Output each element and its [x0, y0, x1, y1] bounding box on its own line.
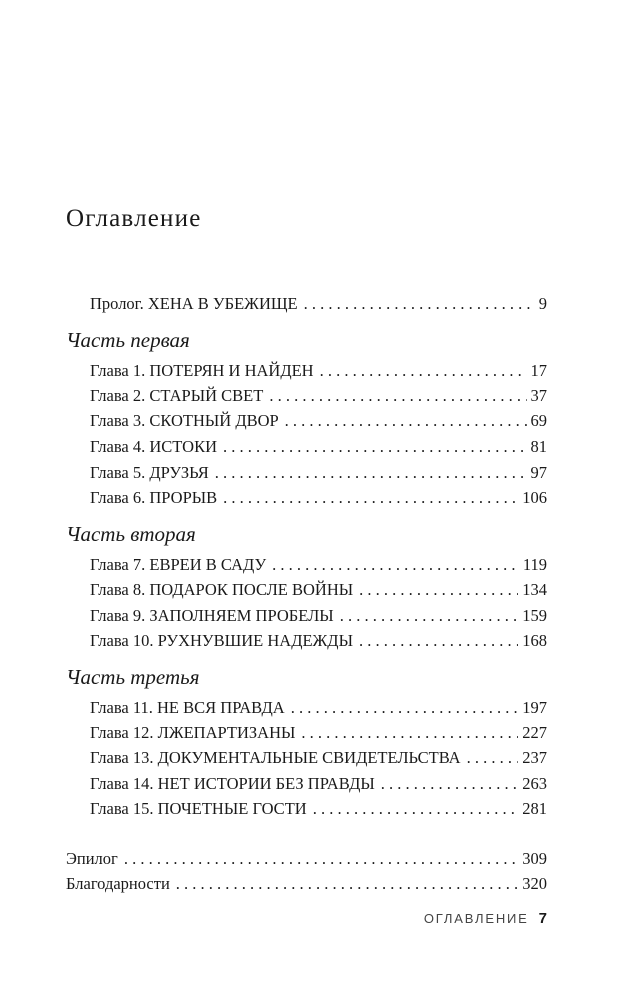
- toc-entry-label: Глава 7. ЕВРЕИ В САДУ: [90, 555, 267, 574]
- toc-entry-label: Глава 13. ДОКУМЕНТАЛЬНЫЕ СВИДЕТЕЛЬСТВА: [90, 748, 461, 767]
- dot-leader: [223, 437, 527, 457]
- toc-entry-chapter-1[interactable]: [90, 361, 547, 381]
- toc-entry-page: 97: [530, 463, 547, 482]
- dot-leader: [272, 555, 519, 575]
- toc-entry-page: 197: [522, 698, 547, 717]
- toc-entry-label: Глава 9. ЗАПОЛНЯЕМ ПРОБЕЛЫ: [90, 606, 334, 625]
- toc-entry-chapter-10[interactable]: [90, 631, 547, 651]
- toc-entry-label: Эпилог: [66, 849, 118, 868]
- dot-leader: [313, 799, 519, 819]
- dot-leader: [467, 748, 519, 768]
- toc-entry-page: 37: [530, 386, 547, 405]
- toc-entry-label: Глава 3. СКОТНЫЙ ДВОР: [90, 411, 279, 430]
- toc-entry-page: 237: [522, 748, 547, 767]
- toc-entry-acknowledgements[interactable]: [66, 874, 547, 894]
- toc-entry-chapter-3[interactable]: [90, 411, 547, 431]
- dot-leader: [291, 698, 519, 718]
- dot-leader: [359, 631, 518, 651]
- toc-entry-page: 168: [522, 631, 547, 650]
- toc-entry-chapter-11[interactable]: [90, 698, 547, 718]
- toc-entry-label: Глава 4. ИСТОКИ: [90, 437, 217, 456]
- toc-entry-label: Глава 1. ПОТЕРЯН И НАЙДЕН: [90, 361, 314, 380]
- toc-entry-label: Глава 6. ПРОРЫВ: [90, 488, 218, 507]
- toc-entry-chapter-5[interactable]: [90, 463, 547, 483]
- toc-entry-chapter-15[interactable]: [90, 799, 547, 819]
- toc-entry-label: Глава 11. НЕ ВСЯ ПРАВДА: [90, 698, 285, 717]
- toc-entry-page: 263: [522, 774, 547, 793]
- dot-leader: [176, 874, 518, 894]
- toc-entry-label: Глава 12. ЛЖЕПАРТИЗАНЫ: [90, 723, 296, 742]
- dot-leader: [340, 606, 519, 626]
- toc-entry-prologue[interactable]: [90, 294, 547, 314]
- toc-entry-page: 106: [522, 488, 547, 507]
- page-number: 7: [538, 910, 547, 927]
- page-title: Оглавление: [66, 205, 202, 232]
- toc-entry-chapter-4[interactable]: [90, 437, 547, 457]
- toc-entry-label: Глава 15. ПОЧЕТНЫЕ ГОСТИ: [90, 799, 307, 818]
- toc-entry-chapter-13[interactable]: [90, 748, 547, 768]
- toc-entry-page: 281: [522, 799, 547, 818]
- toc-entry-page: 17: [530, 361, 547, 380]
- toc-entry-label: Глава 14. НЕТ ИСТОРИИ БЕЗ ПРАВДЫ: [90, 774, 375, 793]
- toc-entry-label: Глава 8. ПОДАРОК ПОСЛЕ ВОЙНЫ: [90, 580, 354, 599]
- part-heading-3: Часть третья: [66, 665, 200, 689]
- toc-entry-label: Глава 2. СТАРЫЙ СВЕТ: [90, 386, 264, 405]
- toc-entry-chapter-7[interactable]: [90, 555, 547, 575]
- dot-leader: [124, 849, 518, 869]
- dot-leader: [269, 386, 526, 406]
- dot-leader: [285, 411, 527, 431]
- dot-leader: [301, 723, 518, 743]
- footer-section-title: ОГЛАВЛЕНИЕ: [423, 911, 529, 926]
- dot-leader: [223, 488, 518, 508]
- dot-leader: [320, 361, 527, 381]
- toc-entry-label: Глава 5. ДРУЗЬЯ: [90, 463, 209, 482]
- toc-entry-label: Глава 10. РУХНУВШИЕ НАДЕЖДЫ: [90, 631, 353, 650]
- dot-leader: [304, 294, 535, 314]
- toc-entry-page: 159: [522, 606, 547, 625]
- toc-entry-page: 119: [522, 555, 547, 574]
- part-heading-2: Часть вторая: [66, 522, 196, 546]
- toc-entry-label: Пролог. ХЕНА В УБЕЖИЩЕ: [90, 294, 298, 313]
- toc-entry-page: 134: [522, 580, 547, 599]
- toc-entry-page: 81: [530, 437, 547, 456]
- toc-entry-page: 227: [522, 723, 547, 742]
- toc-entry-label: Благодарности: [66, 874, 170, 893]
- toc-entry-chapter-2[interactable]: [90, 386, 547, 406]
- toc-entry-chapter-9[interactable]: [90, 606, 547, 626]
- toc-entry-page: 69: [530, 411, 547, 430]
- toc-entry-page: 320: [522, 874, 547, 893]
- toc-entry-epilogue[interactable]: [66, 849, 547, 869]
- toc-entry-page: 9: [538, 294, 547, 313]
- toc-entry-chapter-6[interactable]: [90, 488, 547, 508]
- part-heading-1: Часть первая: [66, 328, 190, 352]
- dot-leader: [215, 463, 527, 483]
- toc-entry-chapter-12[interactable]: [90, 723, 547, 743]
- dot-leader: [359, 580, 518, 600]
- running-footer: [424, 910, 547, 927]
- dot-leader: [381, 774, 519, 794]
- toc-entry-chapter-14[interactable]: [90, 774, 547, 794]
- toc-entry-page: 309: [522, 849, 547, 868]
- toc-entry-chapter-8[interactable]: [90, 580, 547, 600]
